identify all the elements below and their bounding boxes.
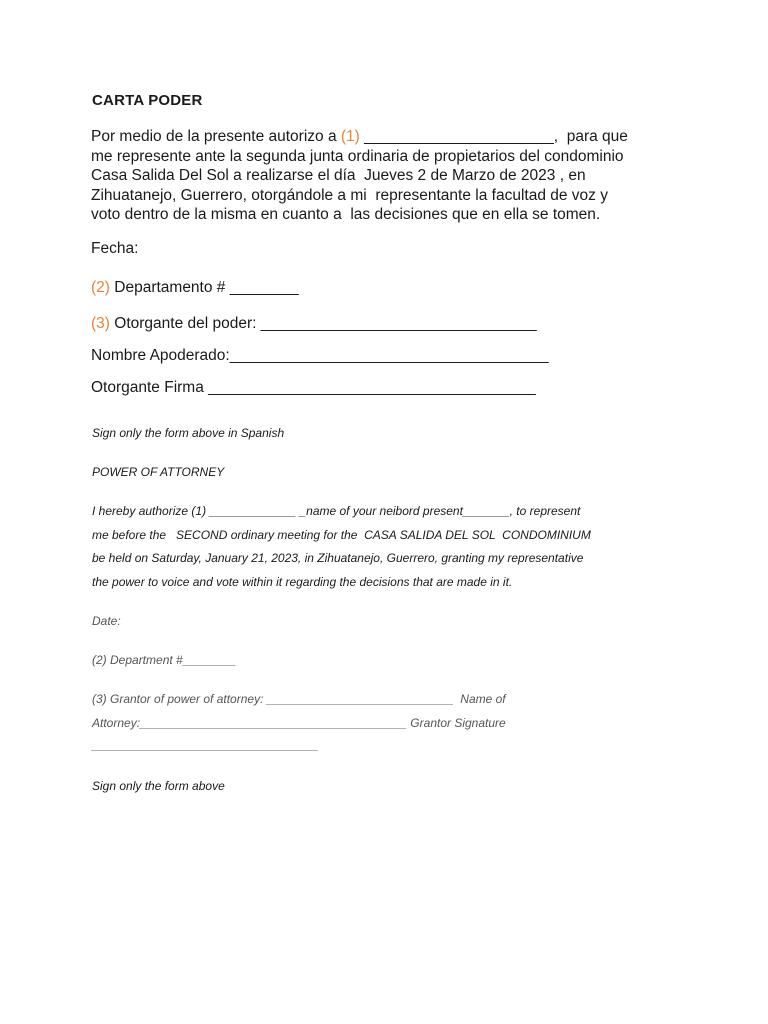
carta-poder-title: CARTA PODER <box>92 92 203 109</box>
english-line-3: be held on Saturday, January 21, 2023, in Zihuatanejo, Guerrero, granting my representative <box>92 551 584 565</box>
english-line-4: the power to voice and vote within it regarding the decisions that are made in it. <box>92 575 513 589</box>
paragraph-line-3: Casa Salida Del Sol a realizarse el día Jueves 2 de Marzo de 2023 , en <box>91 167 586 185</box>
power-of-attorney-title: POWER OF ATTORNEY <box>92 465 225 479</box>
otorgante-firma-line: Otorgante Firma ______________________________________ <box>91 379 536 396</box>
grantor-line: (3) Grantor of power of attorney: ____________________________ Name of <box>92 692 506 706</box>
departamento-text: Departamento # ________ <box>109 279 299 296</box>
paragraph-line-4: Zihuatanejo, Guerrero, otorgándole a mi representante la facultad de voz y <box>91 186 608 204</box>
authorized-name-blank: ______________________, para que <box>359 128 628 145</box>
attorney-line: Attorney:________________________________________ Grantor Signature <box>92 716 506 730</box>
field-number-1: (1) <box>340 128 360 145</box>
paragraph-line-2: me represente ante la segunda junta ordinaria de propietarios del condominio <box>91 147 624 165</box>
field-number-3: (3) <box>91 315 110 332</box>
paragraph-line-5: voto dentro de la misma en cuanto a las decisiones que en ella se tomen. <box>91 206 601 224</box>
field-number-2: (2) <box>91 279 110 296</box>
authorization-paragraph <box>91 127 711 225</box>
sign-spanish-note: Sign only the form above in Spanish <box>92 426 285 440</box>
otorgante-line <box>91 315 537 333</box>
paragraph-line-1-text: Por medio de la presente autorizo a <box>91 128 341 145</box>
otorgante-text: Otorgante del poder: ________________________________ <box>109 315 537 332</box>
departamento-line <box>91 279 299 297</box>
english-line-1: I hereby authorize (1) _____________ _name of your neibord present_______, to represent <box>92 504 581 518</box>
date-label: Date: <box>92 614 121 628</box>
sign-above-note: Sign only the form above <box>92 779 225 793</box>
department-line: (2) Department #________ <box>92 653 237 667</box>
signature-line: __________________________________ <box>92 738 319 752</box>
paragraph-line-1 <box>91 127 711 147</box>
english-line-2: me before the SECOND ordinary meeting for the CASA SALIDA DEL SOL CONDOMINIUM <box>92 528 591 542</box>
nombre-apoderado-line: Nombre Apoderado:_____________________________________ <box>91 347 549 364</box>
fecha-label: Fecha: <box>91 240 139 257</box>
